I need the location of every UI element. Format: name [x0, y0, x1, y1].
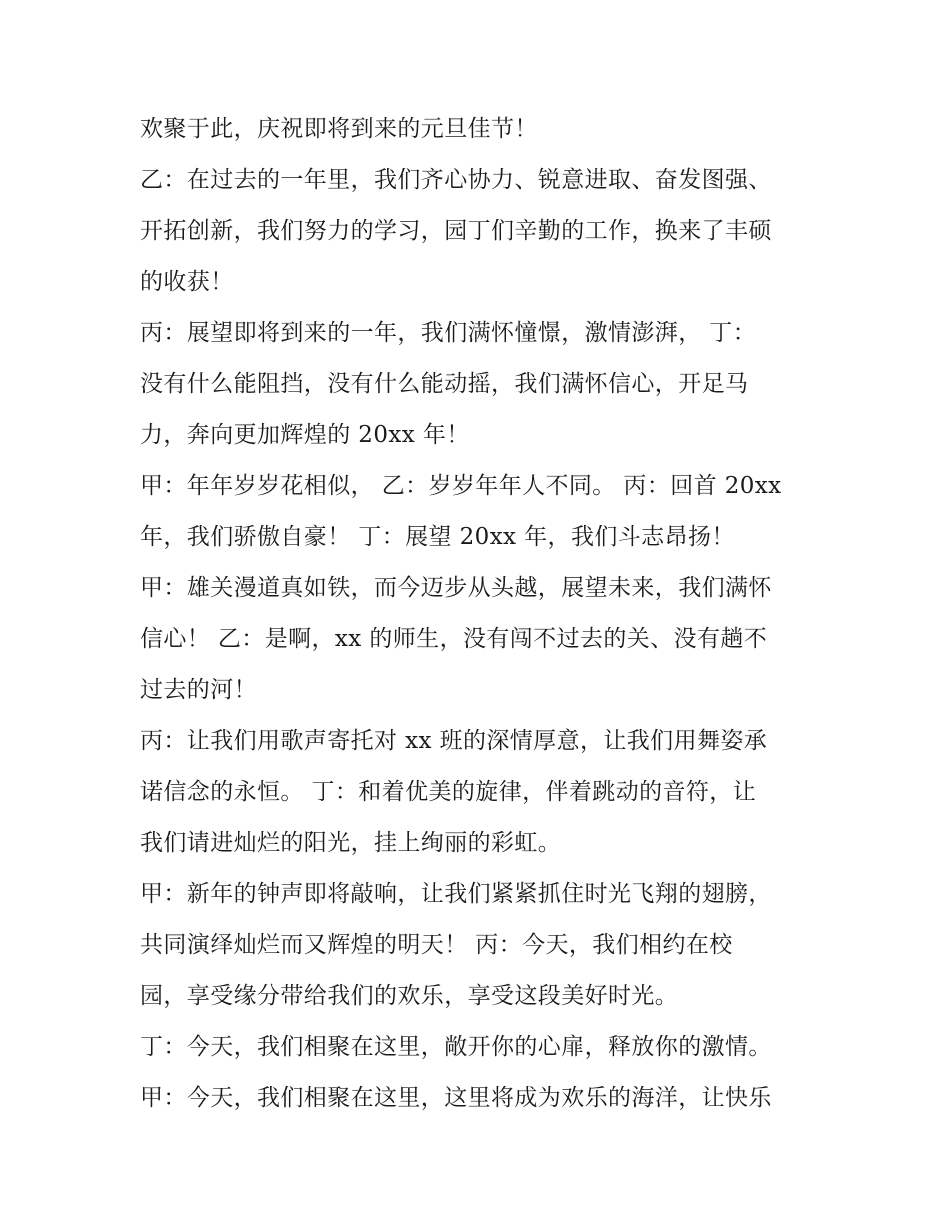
text-line: 甲：新年的钟声即将敲响，让我们紧紧抓住时光飞翔的翅膀， — [140, 881, 772, 907]
text-line: 开拓创新，我们努力的学习，园丁们辛勤的工作，换来了丰硕 — [140, 218, 772, 244]
text-line: 甲：今天，我们相聚在这里，这里将成为欢乐的海洋，让快乐 — [140, 1085, 772, 1111]
text-line: 力，奔向更加辉煌的 20xx 年！ — [140, 422, 470, 448]
document-body — [140, 104, 840, 1124]
text-line: 乙：在过去的一年里，我们齐心协力、锐意进取、奋发图强、 — [140, 167, 772, 193]
text-line: 欢聚于此，庆祝即将到来的元旦佳节！ — [140, 116, 538, 142]
text-line: 丙：让我们用歌声寄托对 xx 班的深情厚意，让我们用舞姿承 — [140, 728, 768, 754]
text-line: 丙：展望即将到来的一年，我们满怀憧憬，激情澎湃， 丁： — [140, 320, 757, 346]
text-line: 甲：年年岁岁花相似， 乙：岁岁年年人不同。 丙：回首 20xx — [140, 473, 782, 499]
text-line: 年，我们骄傲自豪！ 丁：展望 20xx 年，我们斗志昂扬！ — [140, 524, 735, 550]
text-line: 我们请进灿烂的阳光，挂上绚丽的彩虹。 — [140, 830, 562, 856]
text-line: 丁：今天，我们相聚在这里，敞开你的心扉，释放你的激情。 — [140, 1034, 772, 1060]
text-line: 没有什么能阻挡，没有什么能动摇，我们满怀信心，开足马 — [140, 371, 749, 397]
text-line: 共同演绎灿烂而又辉煌的明天！ 丙：今天，我们相约在校 — [140, 932, 733, 958]
text-line: 甲：雄关漫道真如铁，而今迈步从头越，展望未来，我们满怀 — [140, 575, 772, 601]
text-line: 的收获！ — [140, 269, 234, 295]
text-line: 园，享受缘分带给我们的欢乐，享受这段美好时光。 — [140, 983, 679, 1009]
text-line: 信心！ 乙：是啊，xx 的师生，没有闯不过去的关、没有趟不 — [140, 626, 768, 652]
text-line: 过去的河！ — [140, 677, 257, 703]
text-line: 诺信念的永恒。 丁：和着优美的旋律，伴着跳动的音符，让 — [140, 779, 757, 805]
